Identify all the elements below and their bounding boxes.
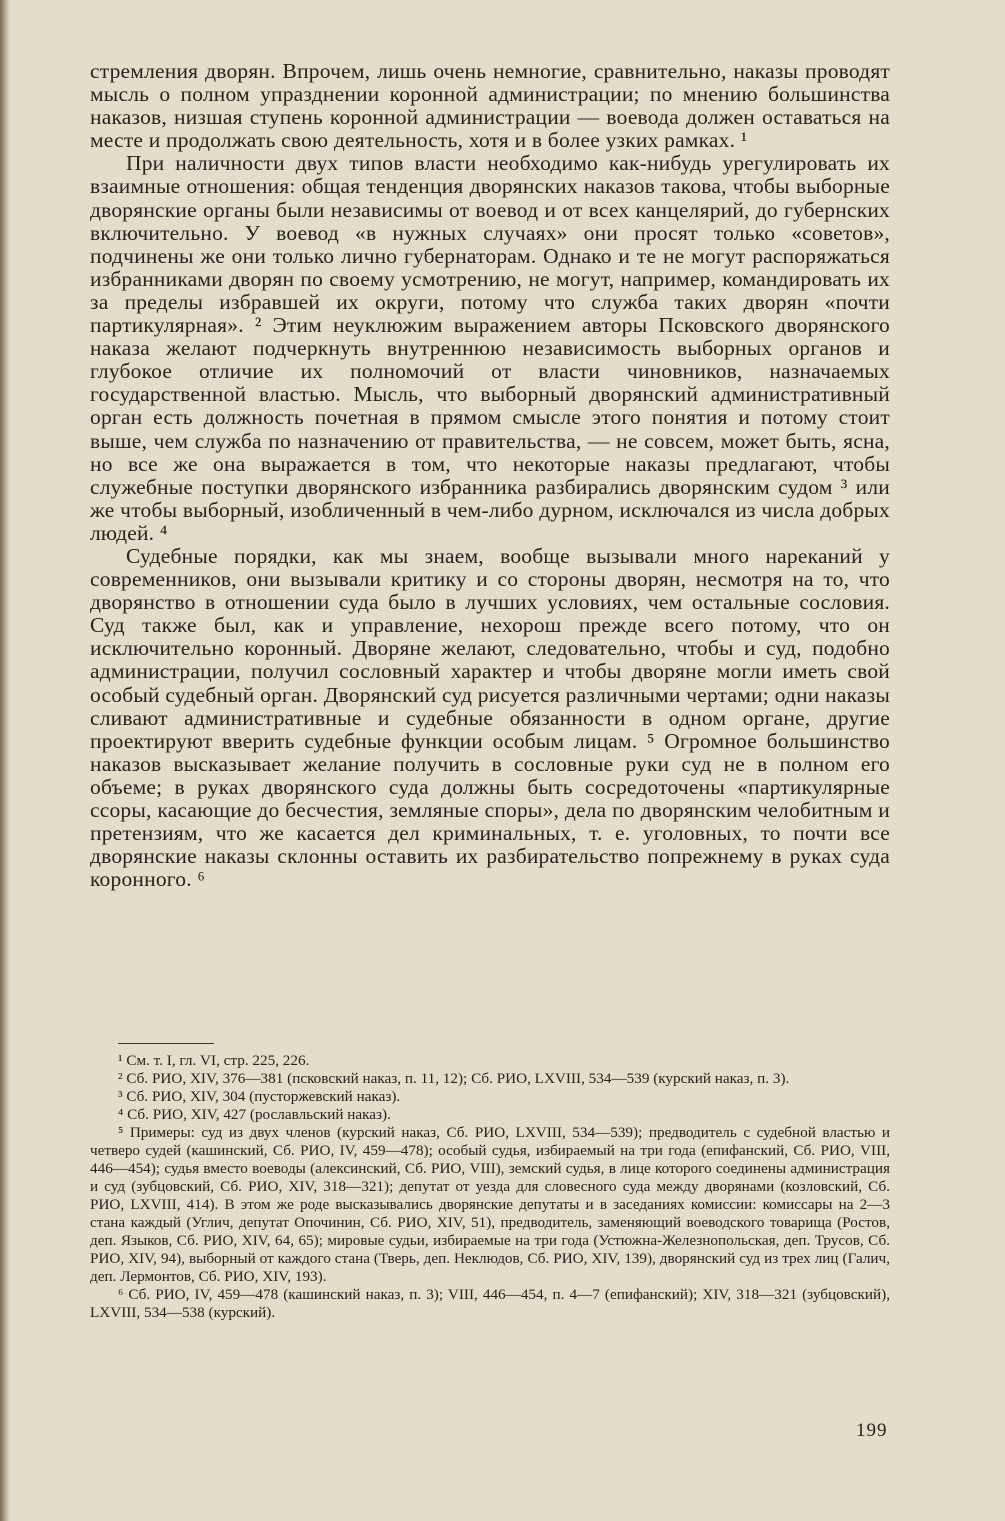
main-text bbox=[90, 60, 890, 891]
footnote: ⁶ Сб. РИО, IV, 459—478 (кашинский наказ, п. 3); VIII, 446—454, п. 4—7 (епифанский); XIV, 318—321 (зубцовский), LXVIII, 534—538 (курский). bbox=[90, 1286, 890, 1321]
footnote: ¹ См. т. I, гл. VI, стр. 225, 226. bbox=[118, 1052, 310, 1069]
paragraph: стремления дворян. Впрочем, лишь очень немногие, сравнительно, наказы проводят мысль о полном упразднении коронной администрации; по мнению большинства наказов, низшая ступень коронной администрации — воевода должен оставаться на месте и продолжать свою деятельность, хотя и в более узких рамках. ¹ bbox=[90, 59, 890, 153]
footnote-separator bbox=[118, 1043, 214, 1044]
paragraph: При наличности двух типов власти необходимо как-нибудь урегулировать их взаимные отношения: общая тенденция дворянских наказов такова, чтобы выборные дворянские органы были независимы от воевод и от всех канцелярий, до губернских включительно. У воевод «в нужных случаях» они просят только «советов», подчинены же они только лично губернаторам. Однако и те не могут распоряжаться избранниками дворян по своему усмотрению, не могут, например, командировать их за пределы избравшей их округи, потому что служба таких дворян «почти партикулярная». ² Этим неуклюжим выражением авторы Псковского дворянского наказа желают подчеркнуть внутреннюю независимость выборных органов и глубокое отличие их полномочий от власти чиновников, назначаемых государственной властью. Мысль, что выборный дворянский административный орган есть должность почетная в прямом смысле этого понятия и потому стоит выше, чем служба по назначению от правительства, — не совсем, может быть, ясна, но все же она выражается в том, что некоторые наказы предлагают, чтобы служебные поступки дворянского избранника разбирались дворянским судом ³ или же чтобы выборный, изобличенный в чем-либо дурном, исключался из числа добрых людей. ⁴ bbox=[90, 151, 890, 545]
footnote: ³ Сб. РИО, XIV, 304 (пусторжевский наказ). bbox=[118, 1088, 401, 1105]
page-number: 199 bbox=[856, 1420, 888, 1441]
footnote: ⁵ Примеры: суд из двух членов (курский наказ, Сб. РИО, LXVIII, 534—539); предводитель с судебной властью и четверо судей (кашинский, Сб. РИО, IV, 459—478); особый судья, избираемый на три года (епифанский, Сб. РИО, VIII, 446—454); судья вместо воеводы (алексинский, Сб. РИО, VIII), земский судья, в лице которого соединены администрация и суд (зубцовский, Сб. РИО, XIV, 318—321); депутат от уезда для словесного суда между дворянами (козловский, Сб. РИО, LXVIII, 414). В этом же роде высказывались дворянские депутаты и в заседаниях комиссии: комиссары на 2—3 стана каждый (Углич, депутат Опочинин, Сб. РИО, XIV, 51), предводитель, заменяющий воеводского товарища (Ростов, деп. Языков, Сб. РИО, XIV, 64, 65); мировые судьи, избираемые на три года (Устюжна-Железнопольская, деп. Трусов, Сб. РИО, XIV, 94), выборный от каждого стана (Тверь, деп. Неклюдов, Сб. РИО, XIV, 139), дворянский суд из трех лиц (Галич, деп. Лермонтов, Сб. РИО, XIV, 193). bbox=[90, 1124, 890, 1285]
paragraph: Судебные порядки, как мы знаем, вообще вызывали много нареканий у современников, они вызывали критику и со стороны дворян, несмотря на то, что дворянство в отношении суда было в лучших условиях, чем остальные сословия. Суд также был, как и управление, нехорош прежде всего потому, что он исключительно коронный. Дворяне желают, следовательно, чтобы и суд, подобно администрации, получил сословный характер и чтобы дворяне могли иметь свой особый судебный орган. Дворянский суд рисуется различными чертами; одни наказы сливают административные и судебные обязанности в одном органе, другие проектируют вверить судебные функции особым лицам. ⁵ Огромное большинство наказов высказывает желание получить в сословные руки суд не в полном его объеме; в руках дворянского суда должны быть сосредоточены «партикулярные ссоры, касающие до бесчестия, земляные споры», дела по дворянским челобитным и претензиям, что же касается дел криминальных, т. е. уголовных, то почти все дворянские наказы склонны оставить их разбирательство попрежнему в руках суда коронного. ⁶ bbox=[90, 543, 890, 892]
footnotes bbox=[90, 1052, 890, 1322]
footnote: ² Сб. РИО, XIV, 376—381 (псковский наказ, п. 11, 12); Сб. РИО, LXVIII, 534—539 (курский наказ, п. 3). bbox=[118, 1070, 790, 1087]
footnote: ⁴ Сб. РИО, XIV, 427 (рославльский наказ). bbox=[118, 1106, 391, 1123]
